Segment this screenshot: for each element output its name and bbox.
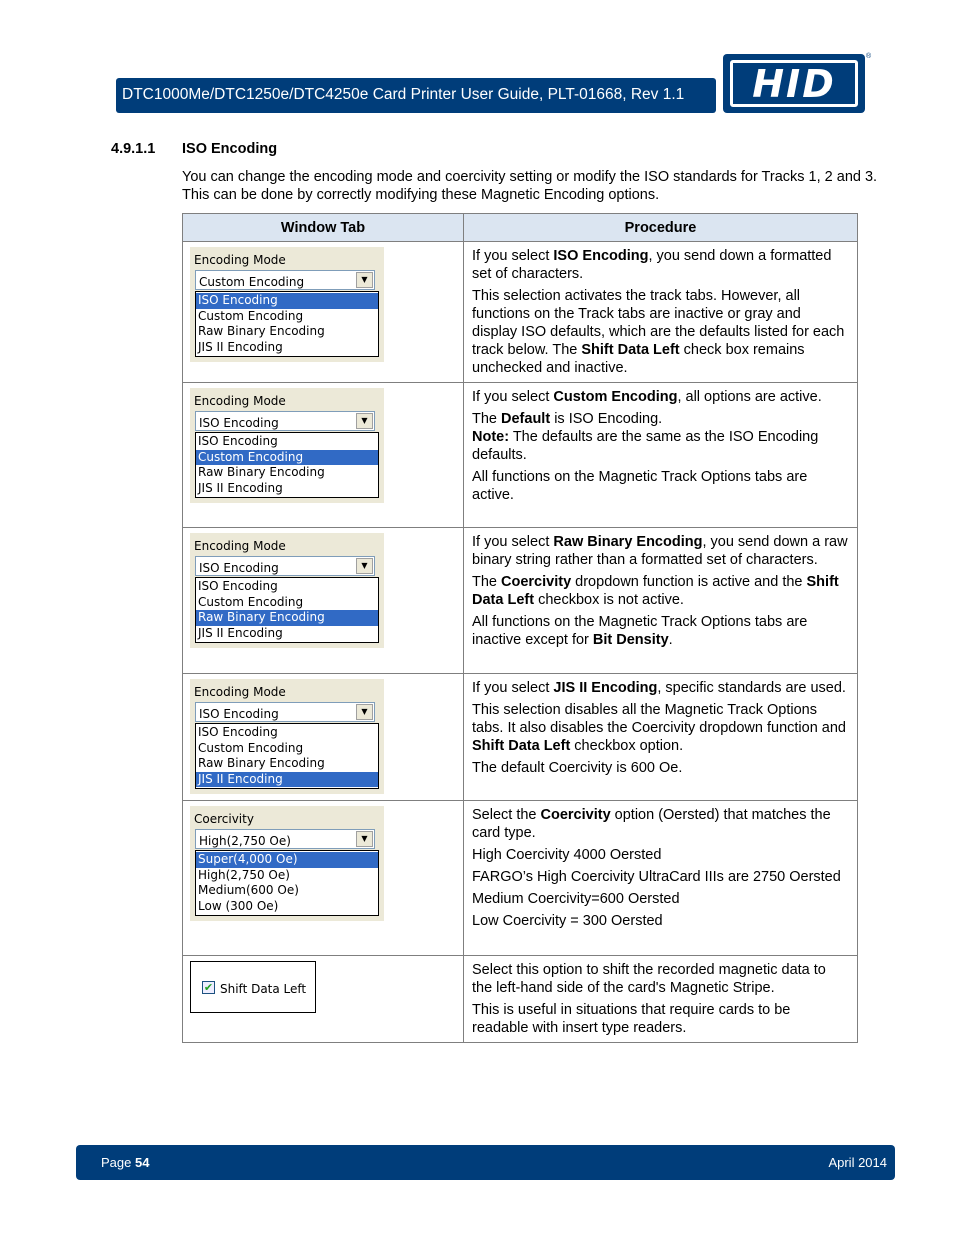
text-run: is ISO Encoding. [550, 411, 663, 427]
bold-term: Bit Density [592, 632, 669, 648]
section-number: 4.9.1.1 [111, 141, 156, 157]
procedure-paragraph [472, 912, 849, 930]
dropdown-option[interactable]: Raw Binary Encoding [198, 756, 325, 770]
dropdown-option[interactable]: JIS II Encoding [196, 772, 378, 788]
dropdown-option[interactable]: ISO Encoding [196, 293, 378, 309]
procedure-cell [464, 674, 858, 801]
table-row [183, 674, 858, 801]
window-tab-cell [183, 383, 464, 528]
text-run: FARGO’s High Coercivity UltraCard IIIs are 2750 Oersted [472, 869, 841, 885]
footer-bar [76, 1145, 895, 1180]
dropdown-screenshot [190, 679, 384, 794]
text-run: checkbox option. [570, 738, 684, 754]
combo-box[interactable] [195, 556, 375, 576]
dropdown-option[interactable]: ISO Encoding [198, 579, 278, 593]
text-run: Low Coercivity = 300 Oersted [472, 913, 663, 929]
procedure-paragraph [472, 247, 849, 283]
checkbox-checked-icon[interactable]: ✔ [203, 981, 214, 994]
procedure-paragraph [472, 890, 849, 908]
text-run: dropdown function is active and the [571, 574, 807, 590]
combo-value: Custom Encoding [199, 275, 305, 289]
table-row [183, 383, 858, 528]
text-run: The [472, 411, 502, 427]
bold-term: Coercivity [540, 807, 611, 823]
procedure-paragraph [472, 806, 849, 842]
procedure-cell [464, 242, 858, 383]
text-run: If you select [472, 389, 554, 405]
combo-value: ISO Encoding [199, 416, 279, 430]
dropdown-option[interactable]: Super(4,000 Oe) [196, 852, 378, 868]
column-header-window-tab: Window Tab [183, 214, 464, 242]
dropdown-label: Encoding Mode [194, 539, 286, 553]
combo-box[interactable] [195, 829, 375, 849]
encoding-options-table [182, 213, 858, 1043]
section-title: ISO Encoding [182, 141, 278, 157]
procedure-paragraph [472, 701, 849, 755]
text-run: All functions on the Magnetic Track Options tabs are inactive except for [472, 614, 808, 648]
dropdown-label: Encoding Mode [194, 253, 286, 267]
bold-term: Shift Data Left [581, 342, 680, 358]
combo-box[interactable] [195, 270, 375, 290]
bold-term: JIS II Encoding [553, 680, 658, 696]
chevron-down-icon[interactable]: ▼ [356, 272, 373, 288]
chevron-down-icon[interactable]: ▼ [356, 831, 373, 847]
text-run: . [668, 632, 673, 648]
procedure-paragraph [472, 468, 849, 504]
dropdown-option[interactable]: Low (300 Oe) [198, 898, 279, 913]
page-number: 54 [134, 1155, 150, 1170]
dropdown-label: Encoding Mode [194, 394, 286, 408]
text-run: This selection activates the track tabs. However, all functions on the Track tabs are inactive or gray and display ISO defaults, which are the defaults listed for each track below. The [472, 288, 845, 358]
dropdown-option[interactable]: JIS II Encoding [198, 480, 283, 495]
procedure-paragraph [472, 573, 849, 609]
dropdown-list [195, 291, 379, 357]
window-tab-cell [183, 956, 464, 1043]
dropdown-option[interactable]: Custom Encoding [198, 740, 304, 755]
table-row [183, 528, 858, 674]
bold-term: Coercivity [501, 574, 572, 590]
text-run: , you send down a raw binary string rather than a formatted set of characters. [472, 534, 848, 568]
dropdown-option[interactable]: JIS II Encoding [198, 339, 283, 354]
text-run: checkbox is not active. [534, 592, 684, 608]
text-run: If you select [472, 534, 554, 550]
dropdown-screenshot [190, 388, 384, 503]
procedure-paragraph [472, 613, 849, 649]
window-tab-cell [183, 528, 464, 674]
text-run: Select this option to shift the recorded magnetic data to the left-hand side of the card's Magnetic Stripe. [472, 962, 826, 996]
table-row [183, 956, 858, 1043]
procedure-cell [464, 528, 858, 674]
window-tab-cell [183, 801, 464, 956]
dropdown-list [195, 432, 379, 498]
bold-term: Note: [472, 429, 510, 445]
dropdown-screenshot [190, 247, 384, 362]
text-run: Select the [472, 807, 541, 823]
window-tab-cell [183, 674, 464, 801]
procedure-cell [464, 383, 858, 528]
dropdown-list [195, 850, 379, 916]
section-intro: You can change the encoding mode and coercivity setting or modify the ISO standards for Tracks 1, 2 and 3. This can be done by correctly modifying these Magnetic Encoding options. [182, 169, 878, 203]
dropdown-option[interactable]: Custom Encoding [198, 594, 304, 609]
text-run: , you send down a formatted set of characters. [472, 248, 832, 282]
footer-date: April 2014 [828, 1155, 887, 1170]
procedure-paragraph [472, 868, 849, 886]
procedure-paragraph [472, 533, 849, 569]
dropdown-option[interactable]: High(2,750 Oe) [198, 867, 290, 882]
bold-term: Default [501, 411, 551, 427]
dropdown-option[interactable]: Medium(600 Oe) [198, 883, 299, 897]
text-run: The defaults are the same as the ISO Encoding defaults. [472, 429, 819, 463]
dropdown-screenshot [190, 533, 384, 648]
dropdown-label: Encoding Mode [194, 685, 286, 699]
dropdown-option[interactable]: Custom Encoding [198, 308, 304, 323]
bold-term: Shift Data Left [472, 574, 839, 608]
chevron-down-icon[interactable]: ▼ [356, 704, 373, 720]
procedure-paragraph [472, 287, 849, 377]
text-run: All functions on the Magnetic Track Options tabs are active. [472, 469, 808, 503]
dropdown-option[interactable]: Raw Binary Encoding [198, 324, 325, 338]
table-row [183, 242, 858, 383]
document-title: DTC1000Me/DTC1250e/DTC4250e Card Printer User Guide, PLT-01668, Rev 1.1 [122, 86, 685, 103]
combo-value: ISO Encoding [199, 707, 279, 721]
bold-term: ISO Encoding [553, 248, 649, 264]
dropdown-option[interactable]: ISO Encoding [198, 434, 278, 448]
text-run: option (Oersted) that matches the card type. [472, 807, 831, 841]
hid-logo [723, 54, 865, 113]
procedure-paragraph [472, 1001, 849, 1037]
checkbox-label: Shift Data Left [220, 982, 307, 996]
procedure-paragraph [472, 388, 849, 406]
combo-box[interactable] [195, 702, 375, 722]
logo-text: HID [752, 61, 836, 106]
chevron-down-icon[interactable]: ▼ [356, 413, 373, 429]
combo-value: ISO Encoding [199, 561, 279, 575]
dropdown-list [195, 723, 379, 789]
window-tab-cell [183, 242, 464, 383]
bold-term: Raw Binary Encoding [553, 534, 703, 550]
procedure-paragraph [472, 410, 849, 464]
dropdown-option[interactable]: JIS II Encoding [198, 625, 283, 640]
checkbox-screenshot [190, 961, 316, 1013]
dropdown-option[interactable]: Raw Binary Encoding [198, 465, 325, 479]
dropdown-option[interactable]: Custom Encoding [196, 450, 378, 466]
bold-term: Shift Data Left [472, 738, 571, 754]
page-indicator [101, 1155, 149, 1170]
text-run: If you select [472, 680, 554, 696]
combo-box[interactable] [195, 411, 375, 431]
procedure-cell [464, 801, 858, 956]
procedure-paragraph [472, 759, 849, 777]
bold-term: Custom Encoding [553, 389, 678, 405]
dropdown-screenshot [190, 806, 384, 921]
dropdown-list [195, 577, 379, 643]
table-row [183, 801, 858, 956]
registered-mark: ® [866, 53, 872, 60]
text-run: , all options are active. [677, 389, 822, 405]
header-bar [116, 78, 716, 113]
text-run: check box remains unchecked and inactive. [472, 342, 805, 376]
text-run: If you select [472, 248, 554, 264]
dropdown-option[interactable]: ISO Encoding [198, 725, 278, 739]
column-header-procedure: Procedure [464, 214, 858, 242]
dropdown-option[interactable]: Raw Binary Encoding [196, 610, 378, 626]
dropdown-label: Coercivity [194, 812, 254, 826]
text-run: This selection disables all the Magnetic Track Options tabs. It also disables the Coercivity dropdown function and [472, 702, 846, 736]
text-run: This is useful in situations that require cards to be readable with insert type readers. [472, 1002, 791, 1036]
procedure-paragraph [472, 846, 849, 864]
procedure-cell [464, 956, 858, 1043]
text-run: The default Coercivity is 600 Oe. [472, 760, 683, 776]
chevron-down-icon[interactable]: ▼ [356, 558, 373, 574]
text-run: The [472, 574, 502, 590]
text-run: Medium Coercivity=600 Oersted [472, 891, 680, 907]
procedure-paragraph [472, 679, 849, 697]
combo-value: High(2,750 Oe) [199, 834, 291, 848]
page-label: Page [101, 1155, 135, 1170]
text-run: High Coercivity 4000 Oersted [472, 847, 662, 863]
text-run: , specific standards are used. [657, 680, 846, 696]
procedure-paragraph [472, 961, 849, 997]
